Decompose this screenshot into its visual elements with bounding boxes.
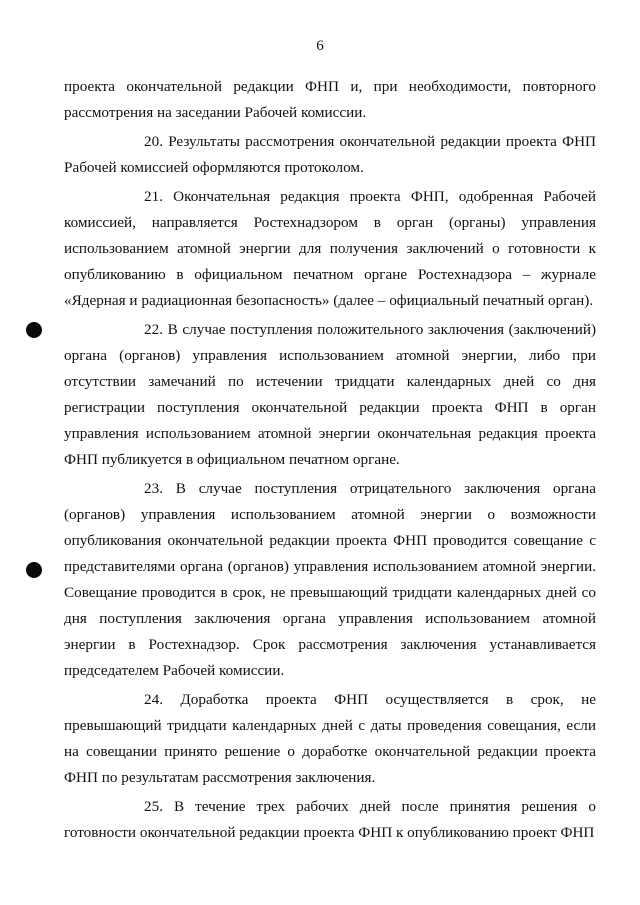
paragraph-text: В течение трех рабочих дней после принятия решения о готовности окончательной редакции проекта ФНП к опубликованию проект ФНП	[64, 798, 596, 841]
paragraph-number: 24.	[144, 691, 163, 708]
paragraph	[64, 476, 596, 684]
paragraph-text: В случае поступления отрицательного заключения органа (органов) управления использованием атомной энергии о возможности опубликования окончательной редакции проекта ФНП проводится совещание с представителями органа (органов) управления использованием атомной энергии. Совещание проводится в срок, не превышающий тридцати календарных дней со дня поступления заключения органа управления использованием атомной энергии в Ростехнадзор. Срок рассмотрения заключения устанавливается председателем Рабочей комиссии.	[64, 480, 596, 679]
paragraph-text: В случае поступления положительного заключения (заключений) органа (органов) управления использованием атомной энергии, либо при отсутствии замечаний по истечении тридцати календарных дней со дня регистрации поступления окончательной редакции проекта ФНП в орган управления использованием атомной энергии окончательная редакция проекта ФНП публикуется в официальном печатном органе.	[64, 321, 597, 468]
punch-hole-mark	[26, 322, 42, 338]
document-body	[64, 74, 596, 846]
paragraph	[64, 794, 596, 846]
paragraph	[64, 317, 596, 473]
paragraph-text: Окончательная редакция проекта ФНП, одобренная Рабочей комиссией, направляется Ростехнадзором в орган (органы) управления использованием атомной энергии для получения заключений о готовности к опубликованию в официальном печатном органе Ростехнадзора – журнале «Ядерная и радиационная безопасность» (далее – официальный печатный орган).	[64, 188, 596, 309]
punch-hole-mark	[26, 562, 42, 578]
page-number: 6	[316, 38, 324, 54]
paragraph-text: Доработка проекта ФНП осуществляется в срок, не превышающий тридцати календарных дней с даты проведения совещания, если на совещании принято решение о доработке окончательной редакции проекта ФНП по результатам рассмотрения заключения.	[64, 691, 597, 786]
paragraph	[64, 687, 596, 791]
paragraph-number: 22.	[144, 321, 163, 338]
paragraph-number: 25.	[144, 798, 163, 815]
paragraph-text: Результаты рассмотрения окончательной редакции проекта ФНП Рабочей комиссией оформляются протоколом.	[64, 133, 597, 176]
paragraph-text: проекта окончательной редакции ФНП и, при необходимости, повторного рассмотрения на заседании Рабочей комиссии.	[64, 78, 596, 121]
paragraph	[64, 184, 596, 314]
paragraph-number: 21.	[144, 188, 163, 205]
paragraph	[64, 129, 596, 181]
paragraph-number: 20.	[144, 133, 163, 150]
paragraph	[64, 74, 596, 126]
paragraph-number: 23.	[144, 480, 163, 497]
